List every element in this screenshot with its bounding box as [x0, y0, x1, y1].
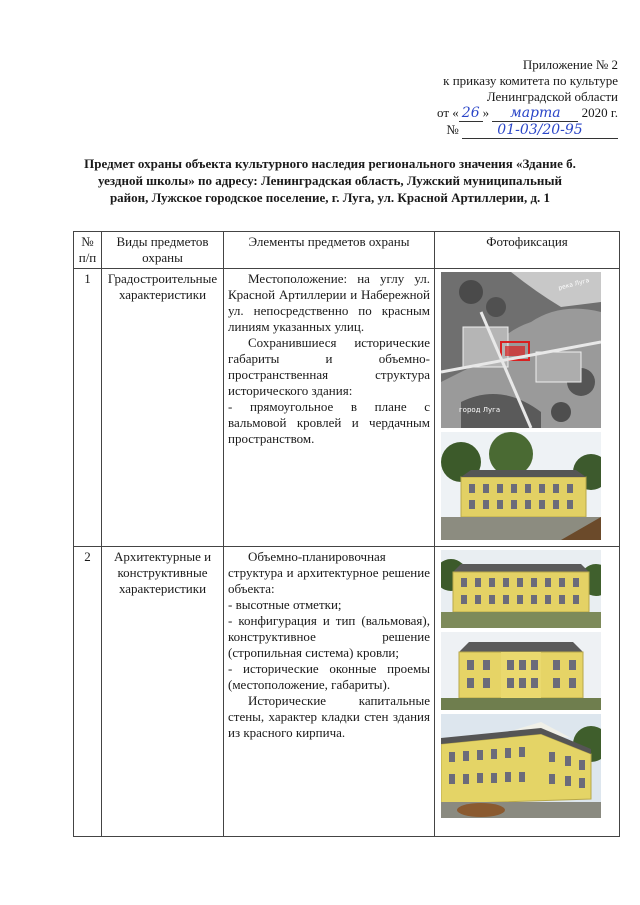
appendix-header: [358, 57, 618, 139]
date-year: 2020 г.: [581, 105, 618, 120]
row-photos: [435, 269, 620, 547]
row-number: 1: [74, 269, 102, 547]
building-photo-3: [441, 632, 601, 710]
row-number: 2: [74, 547, 102, 837]
table-row: [74, 547, 620, 837]
header-number: № п/п: [74, 232, 102, 269]
building-photo-4: [441, 714, 601, 818]
protection-table: [73, 231, 620, 837]
table-row: [74, 269, 620, 547]
order-number-value: 01-03/20-95: [462, 122, 618, 139]
building-photo-2: [441, 550, 601, 628]
appendix-date: от « 26 » марта 2020 г.: [437, 105, 618, 121]
building-photo-1: [441, 432, 601, 540]
appendix-number: Приложение № 2: [522, 57, 618, 72]
appendix-order-line: к приказу комитета по культуре: [443, 73, 618, 88]
map-photo: [441, 272, 601, 428]
header-elements: Элементы предметов охраны: [224, 232, 435, 269]
row-elements: Объемно-планировочная структура и архитектурное решение объекта: - высотные отметки; - конфигурация и тип (вальмовая), конструктивное решение (стропильная система) кровли; - исторические оконные проемы (местоположение, габариты). Исторические капитальные стены, характер кладки стен здания из красного кирпича.: [224, 547, 435, 837]
appendix-region-line: Ленинградской области: [486, 89, 618, 104]
row-photos: [435, 547, 620, 837]
map-town-label: город Луга: [459, 406, 501, 414]
appendix-order-number: № 01-03/20-95: [358, 122, 618, 139]
row-type: Архитектурные и конструктивные характеристики: [102, 547, 224, 837]
header-photo: Фотофиксация: [435, 232, 620, 269]
header-type: Виды предметов охраны: [102, 232, 224, 269]
row-type: Градостроительные характеристики: [102, 269, 224, 547]
date-month: марта: [492, 105, 578, 122]
table-header-row: [74, 232, 620, 269]
map-river-label: река Луга: [557, 276, 591, 292]
document-title: Предмет охраны объекта культурного наследия регионального значения «Здание б. уездной школы» по адресу: Ленинградская область, Лужский муниципальный район, Лужское городское поселение, г. Луга, ул. Красной Артиллерии, д. 1: [84, 156, 576, 205]
date-day: 26: [459, 105, 483, 122]
row-elements: Местоположение: на углу ул. Красной Артиллерии и Набережной ул. непосредственно по красным линиям указанных улиц. Сохранившиеся исторические габариты и объемно-пространственная структура исторического здания: - прямоугольное в плане с вальмовой кровлей и чердачным пространством.: [224, 269, 435, 547]
